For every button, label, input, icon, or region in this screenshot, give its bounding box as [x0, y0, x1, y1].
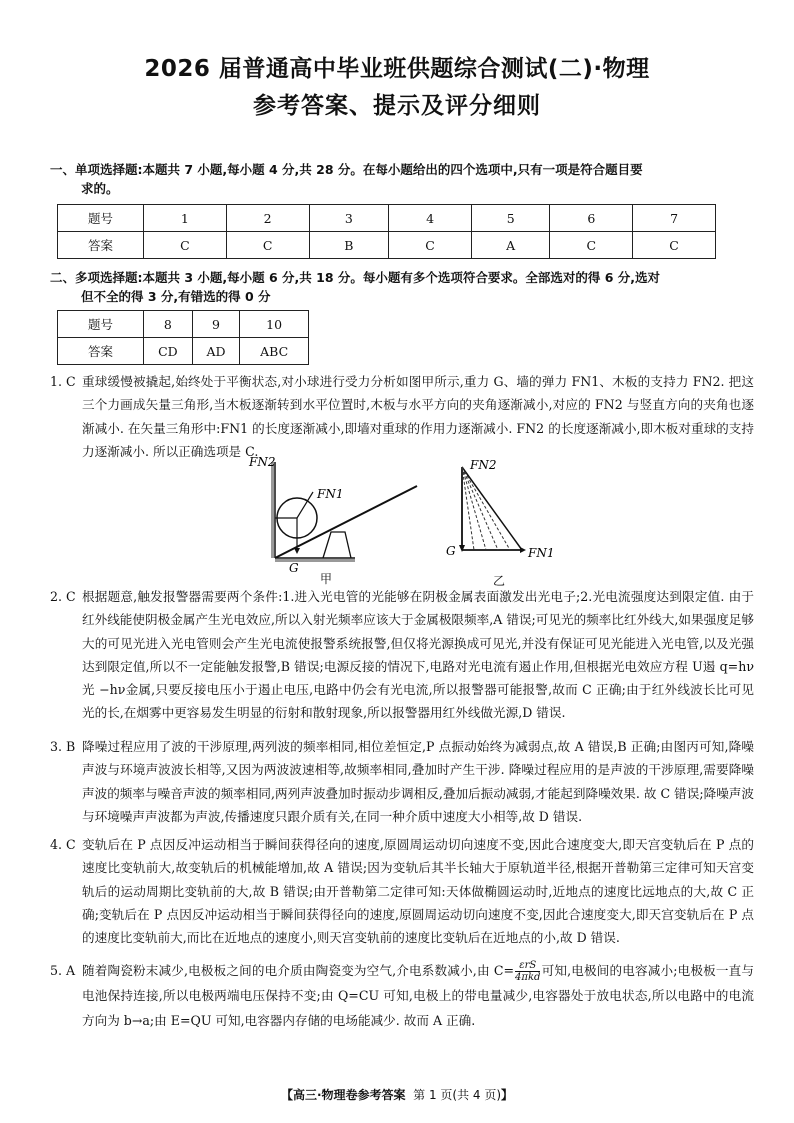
section1-answer-table: [57, 204, 716, 259]
question-number: 5: [471, 205, 549, 232]
explanation-number: 5. A: [50, 963, 76, 978]
explanation-text: 重球缓慢被撬起,始终处于平衡状态,对小球进行受力分析如图甲所示,重力 G、墙的弹力 FN1、木板的支持力 FN2. 把这三个力画成矢量三角形,当木板逐渐转到水平位置时,木板与水平方向的夹角逐渐减小,对应的 FN2 与竖直方向的夹角也逐渐减小. 在矢量三角形中:FN1 的长度逐渐减小,即墙对重球的作用力逐渐减小. FN2 的长度逐渐减小,即木板对重球的支持力逐渐减小. 所以正确选项是 C.: [82, 374, 754, 459]
table-row-questions: [58, 311, 309, 338]
section1-intro: [50, 160, 750, 198]
answer-cell: B: [309, 232, 389, 259]
explanation-number: 3. B: [50, 739, 76, 754]
formula-denominator: 4πkd: [515, 972, 541, 983]
ground-hatch: [275, 559, 355, 562]
arrowhead: [294, 548, 300, 554]
question-number: 6: [550, 205, 633, 232]
explanation-text: [50, 958, 754, 1033]
explanation-text-part2: 可知,电极间的电容减小;电极板一直与电池保持连接,所以电极两端电压保持不变;由 Q=CU 可知,电极上的带电量减少,电容器处于放电状态,所以电路中的电流方向为 b→a;由 E=QU 可知,电容器内存储的电场能减少. 故而 A 正确.: [82, 963, 754, 1028]
answer-cell: C: [389, 232, 472, 259]
label-g: G: [289, 561, 299, 575]
question-number: 9: [192, 311, 240, 338]
board-line: [275, 486, 417, 558]
question-number: 4: [389, 205, 472, 232]
table-row-answers: [58, 338, 309, 365]
arrowhead: [459, 545, 465, 552]
section2-intro: [50, 268, 750, 306]
document-subtitle: 参考答案、提示及评分细则: [253, 93, 541, 119]
label-fn1: FN1: [528, 546, 555, 560]
label-fn2: FN2: [470, 458, 497, 472]
answer-cell: C: [550, 232, 633, 259]
label-fn1: FN1: [317, 487, 344, 501]
answer-cell: C: [633, 232, 716, 259]
support-block: [323, 532, 351, 558]
explanation-text: 变轨后在 P 点因反冲运动相当于瞬间获得径向的速度,原圆周运动切向速度不变,因此合速度变大,即天宫变轨后在 P 点的速度比变轨前大,故变轨后的机械能增加,故 A 错误;因为变轨后其半长轴大于原轨道半径,根据开普勒第三定律可知天宫变轨后的运动周期比变轨前的大,故 B 错误;由开普勒第二定律可知:天体做椭圆运动时,近地点的速度比远地点的大,故 C 正确;变轨后在 P 点因反冲运动相当于瞬间获得径向的速度,原圆周运动切向速度不变,因此合速度变大,即天宫变轨后在 P 点的速度比变轨前大,而比在近地点的速度小,则天宫变轨前的速度比变轨后在近地点的小,故 D 错误.: [82, 837, 754, 946]
capacitance-formula: [515, 960, 540, 983]
row-header-question: 题号: [58, 311, 144, 338]
dashed-vector: [462, 467, 486, 550]
footer-suffix: 】: [501, 1088, 514, 1102]
footer-prefix: 【高三·物理卷参考答案: [280, 1088, 406, 1102]
section1-intro-line1: 一、单项选择题:本题共 7 小题,每小题 4 分,共 28 分。在每小题给出的四个选项中,只有一项是符合题目要: [50, 162, 643, 177]
answer-cell: CD: [144, 338, 193, 365]
section1-intro-line2: 求的。: [81, 181, 119, 196]
explanation-q1: [50, 370, 754, 463]
figure-a-caption: 甲: [320, 572, 333, 586]
question-number: 8: [144, 311, 193, 338]
answer-cell: C: [226, 232, 309, 259]
vector-fn2: [462, 467, 522, 550]
wall-hatch: [271, 462, 274, 558]
label-g: G: [446, 544, 456, 558]
explanation-q4: [50, 833, 754, 949]
explanation-q5: [50, 958, 754, 1033]
row-header-answer: 答案: [58, 338, 144, 365]
question-number: 2: [226, 205, 309, 232]
table-row-answers: [58, 232, 716, 259]
explanation-number: 2. C: [50, 589, 76, 604]
table-row-questions: [58, 205, 716, 232]
figure-b-caption: 乙: [493, 574, 506, 588]
section2-intro-line1: 二、多项选择题:本题共 3 小题,每小题 6 分,共 18 分。每小题有多个选项符合要求。全部选对的得 6 分,选对: [50, 270, 661, 285]
document-title: 2026 届普通高中毕业班供题综合测试(二)·物理: [144, 56, 650, 82]
figure-b-vector-triangle: [440, 455, 560, 575]
explanation-number: 4. C: [50, 837, 76, 852]
dashed-vector: [462, 467, 474, 550]
question-number: 3: [309, 205, 389, 232]
answer-cell: ABC: [240, 338, 309, 365]
section2-answer-table: [57, 310, 309, 365]
page-footer: [0, 1086, 794, 1103]
page-number: 第 1 页(共 4 页): [413, 1088, 502, 1102]
fn1-arrow: [297, 492, 313, 518]
dashed-vector: [462, 467, 510, 550]
label-fn2: FN2: [249, 455, 276, 469]
question-number: 1: [144, 205, 227, 232]
row-header-question: 题号: [58, 205, 144, 232]
explanation-q3: [50, 735, 754, 828]
explanation-text: 根据题意,触发报警器需要两个条件:1.进入光电管的光能够在阴极金属表面激发出光电子;2.光电流强度达到限定值. 由于红外线能使阴极金属产生光电效应,所以入射光频率应该大于金属极限频率,A 错误;可见光的频率比红外线大,如果强度足够大的可见光进入光电管则会产生光电流使报警系统报警,但仅将光源换成可见光,并没有保证可见光能进入光电管,以及光强达到限定值,所以不一定能触发报警,B 错误;电源反接的情况下,电路对光电流有遏止作用,但根据光电效应方程 U遏 q=hν光 −hν金属,只要反接电压小于遏止电压,电路中仍会有光电流,所以报警器可能报警,故而 C 正确;由于红外线波长比可见光的长,在烟雾中更容易发生明显的衍射和散射现象,所以报警器用红外线做光源,D 错误.: [82, 589, 754, 721]
answer-cell: AD: [192, 338, 240, 365]
question-number: 7: [633, 205, 716, 232]
explanation-text-part1: 随着陶瓷粉末减少,电极板之间的电介质由陶瓷变为空气,介电系数减小,由 C=: [82, 963, 515, 978]
answer-cell: C: [144, 232, 227, 259]
formula-numerator: εrS: [515, 960, 540, 972]
row-header-answer: 答案: [58, 232, 144, 259]
explanation-q2: [50, 585, 754, 725]
answer-cell: A: [471, 232, 549, 259]
question-number: 10: [240, 311, 309, 338]
explanation-number: 1. C: [50, 374, 76, 389]
explanation-text: 降噪过程应用了波的干涉原理,两列波的频率相同,相位差恒定,P 点振动始终为减弱点,故 A 错误,B 正确;由图丙可知,降噪声波与环境声波波长相等,又因为两波波速相等,故频率相同,叠加时产生干涉. 降噪过程应用的是声波的干涉原理,需要降噪声波的频率与噪音声波的频率相同,两列声波叠加时振动步调相反,叠加后振动减弱,才能起到降噪效果. 故 C 错误;降噪声波与环境噪声声波都为声波,传播速度只跟介质有关,在同一种介质中速度大小相等,故 D 错误.: [82, 739, 754, 824]
section2-intro-line2: 但不全的得 3 分,有错选的得 0 分: [81, 289, 271, 304]
figure-a-ball-board-diagram: [245, 452, 425, 584]
